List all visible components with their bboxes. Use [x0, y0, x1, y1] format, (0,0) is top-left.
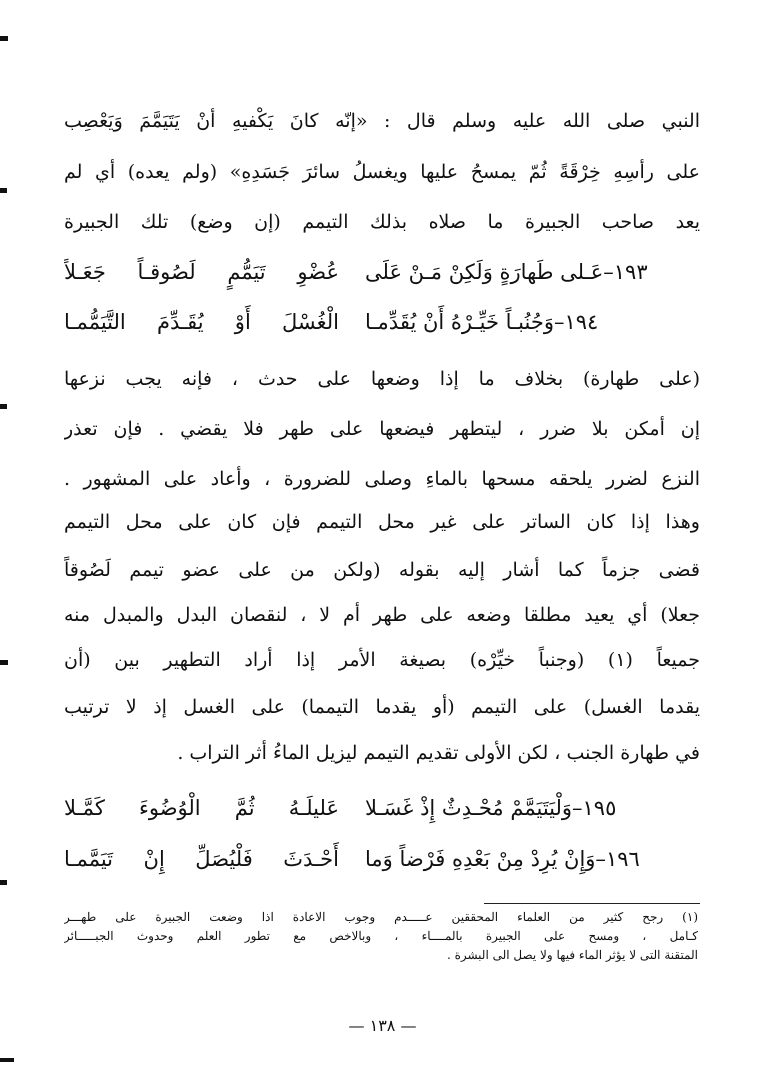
footnote-rule: [484, 903, 700, 904]
scan-edge-mark: [0, 404, 7, 409]
verse-second-hemistich: أَحْـدَثَ فَلْيُصَلِّ إِنْ تَيَمَّمـا: [64, 847, 339, 871]
verse-first-hemistich: ١٩٤–وَجُنُبـاً خَيِّـرْهُ أَنْ يُقَدِّمـا: [365, 310, 599, 334]
body-line: جعلا) أي يعيد مطلقا وضعه على طهر أم لا ، لنقصان البدل والمبدل منه: [64, 604, 700, 626]
page-number: — ١٣٨ —: [348, 1016, 417, 1035]
body-line: في طهارة الجنب ، لكن الأولى تقديم التيمم ليزيل الماءُ أثر التراب .: [177, 742, 700, 764]
verse-first-hemistich: ١٩٥–وَلْيَتَيَمَّمْ مُحْـدِثٌ إِذْ غَسَـلا: [365, 796, 617, 820]
scan-edge-mark: [0, 188, 7, 193]
verse-second-hemistich: عُضْوِ تَيَمُّمٍ لَصُوقـاً جَعَـلاً: [64, 260, 339, 284]
body-line: وهذا إذا كان الساتر على غير محل التيمم فإن كان على محل التيمم: [64, 511, 700, 533]
verse-line: [64, 837, 700, 881]
footnote-line: (١) رجح كثير من العلماء المحققين عـــــدم وجوب الاعادة اذا وضعت الجبيرة على طهـــر: [64, 910, 698, 924]
verse-second-hemistich: عَليلَـهُ ثُمَّ الْوُضُوءَ كَمَّـلا: [64, 796, 339, 820]
body-line: على رأسِهِ خِرْقَةً ثُمّ يمسحُ عليها ويغسلُ سائرَ جَسَدِهِ» (ولم يعده) أي لم: [64, 161, 700, 183]
body-line: النبي صلى الله عليه وسلم قال : «إنّه كانَ يَكْفيهِ أنْ يَتَيَمَّمَ وَيَعْصِب: [64, 110, 700, 132]
footnote-line: كـامل ، ومسح على الجبيرة بالمــــاء ، وبالاخص مع تطور العلم وحدوث الجبـــــائر: [64, 929, 698, 943]
verse-line: [64, 300, 700, 344]
body-line: قضى جزماً كما أشار إليه بقوله (ولكن من على عضو تيمم لَصُوقاً: [64, 559, 700, 581]
scan-edge-mark: [0, 1058, 14, 1062]
scan-edge-mark: [0, 880, 7, 885]
body-line: يقدما الغسل) على التيمم (أو يقدما التيمما) على الغسل إذ لا ترتيب: [64, 696, 700, 718]
verse-line: [64, 786, 700, 830]
verse-first-hemistich: ١٩٣–عَـلى طَهارَةٍ وَلَكِنْ مَـنْ عَلَى: [365, 260, 648, 284]
scan-edge-mark: [0, 660, 8, 665]
body-line: (على طهارة) بخلاف ما إذا وضعها على حدث ، فإنه يجب نزعها: [64, 368, 700, 390]
body-line: يعد صاحب الجبيرة ما صلاه بذلك التيمم (إن وضع) تلك الجبيرة: [64, 211, 700, 233]
verse-second-hemistich: الْغُسْلَ أَوْ يُقَـدِّمَ التَّيَمُّمـا: [64, 310, 339, 334]
verse-first-hemistich: ١٩٦–وَإِنْ يُرِدْ مِنْ بَعْدِهِ فَرْضاً وَما: [365, 847, 640, 871]
body-line: إن أمكن بلا ضرر ، ليتطهر فيضعها على طهر فلا يقضي . فإن تعذر: [64, 418, 700, 440]
body-line: النزع لضرر يلحقه مسحها بالماءِ وصلى للضرورة ، وأعاد على المشهور .: [64, 468, 700, 490]
body-line: جميعاً (١) (وجنباً خيِّرْه) بصيغة الأمر إذا أراد التطهير بين (أن: [64, 649, 700, 671]
scan-edge-mark: [0, 36, 8, 41]
footnote-line: المتقنة التى لا يؤثر الماء فيها ولا يصل الى البشرة .: [446, 948, 698, 962]
verse-line: [64, 250, 700, 294]
